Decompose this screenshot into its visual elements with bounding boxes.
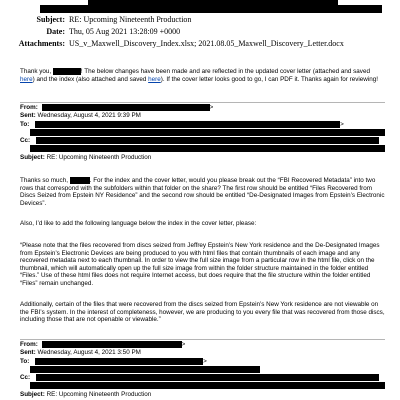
redaction-bar (30, 366, 260, 373)
intro-paragraph (20, 68, 385, 83)
email2-to: To: > (20, 358, 385, 366)
paragraph-additional: Additionally, certain of the files that were recovered from the discs seized from Epstein’s New York residence are not viewable on the FBI’s system. In the interest of completeness, however, we are producing to you every file that was recovered from those discs, including those that are not openable or viewable.” (20, 301, 385, 324)
header-date (0, 27, 180, 37)
redaction-bar (30, 145, 385, 152)
subject-label: Subject: (36, 15, 65, 24)
redaction-bar (35, 121, 340, 128)
intro-text: Thank you, (20, 68, 52, 76)
redaction-bar (70, 177, 90, 184)
email1-sent: Sent: Wednesday, August 4, 2021 9:39 PM (20, 112, 141, 120)
redaction-bar (36, 137, 379, 144)
redaction-bar (30, 129, 385, 136)
para1-text: . For the index and the cover letter, would you please break out the “FBI Recovered Metadata” into two rows that correspond with the subfolders within that folder on the share? The first row should be entitled “Files Recovered from Discs Seized from Epstein NY Residence” and the second row should be entitled “De-Designated Images from Epstein’s Electronic Devices”. (20, 177, 385, 207)
redaction-bar (30, 382, 385, 389)
redaction-bar (53, 68, 81, 75)
attachments-label: Attachments: (18, 39, 65, 48)
date-label: Date: (46, 27, 65, 36)
subject-value: RE: Upcoming Nineteenth Production (69, 15, 192, 24)
attachments-value[interactable]: US_v_Maxwell_Discovery_Index.xlsx; 2021.08.05_Maxwell_Discovery_Letter.docx (69, 39, 344, 48)
redaction-bar (36, 374, 379, 381)
paragraph-quoted-language: “Please note that the files recovered from discs seized from Jeffrey Epstein’s New York residence and the De-Designated Images from Epstein’s Electronic Devices are being produced to you with html files that contain thumbnails of each image and any recovered metadata next to each thumbnail. In order to view the full size image from a particular row in the html file, click on the thumbnail, which will automatically open up the full size image from within the folder structure maintained in the folder entitled “Files.” Use of these html files does not require Internet access, but does require that the file structure within the folder entitled “Files” remain unchanged. (20, 242, 380, 287)
intro-text: ). If the cover letter looks good to go, I can PDF it. Thanks again for reviewing! (160, 75, 378, 83)
paragraph-add-language: Also, I’d like to add the following language below the index in the cover letter, please: (20, 220, 257, 227)
intro-text: ! The below changes have been made and are reflected in the updated cover letter (attached and saved (80, 68, 370, 76)
email1-to: To: > (20, 121, 385, 129)
redaction-bar (40, 5, 382, 13)
index-link[interactable]: here (148, 75, 161, 83)
header-subject (0, 15, 191, 25)
email1-from: From: > (20, 104, 214, 112)
date-value: Thu, 05 Aug 2021 13:28:09 +0000 (69, 27, 181, 36)
redaction-bar (42, 104, 210, 111)
email2-from: From: > (20, 341, 186, 349)
email2-header (20, 341, 385, 399)
redaction-bar (42, 341, 182, 348)
cover-letter-link[interactable]: here (20, 75, 33, 83)
email1-subject: Subject: RE: Upcoming Nineteenth Production (20, 153, 152, 161)
email1-header (20, 104, 385, 162)
redaction-bar (35, 358, 203, 365)
paragraph-break-out-request (20, 177, 385, 208)
email2-cc: Cc: (20, 374, 385, 382)
divider (20, 102, 385, 103)
para1-text: Thanks so much, (20, 177, 68, 185)
email1-cc: Cc: (20, 137, 385, 145)
email2-sent: Sent: Wednesday, August 4, 2021 3:50 PM (20, 349, 141, 357)
intro-text: ) and the index (also attached and saved (32, 75, 147, 83)
email2-subject: Subject: RE: Upcoming Nineteenth Production (20, 390, 152, 398)
divider (20, 339, 385, 340)
header-attachments (0, 39, 344, 49)
